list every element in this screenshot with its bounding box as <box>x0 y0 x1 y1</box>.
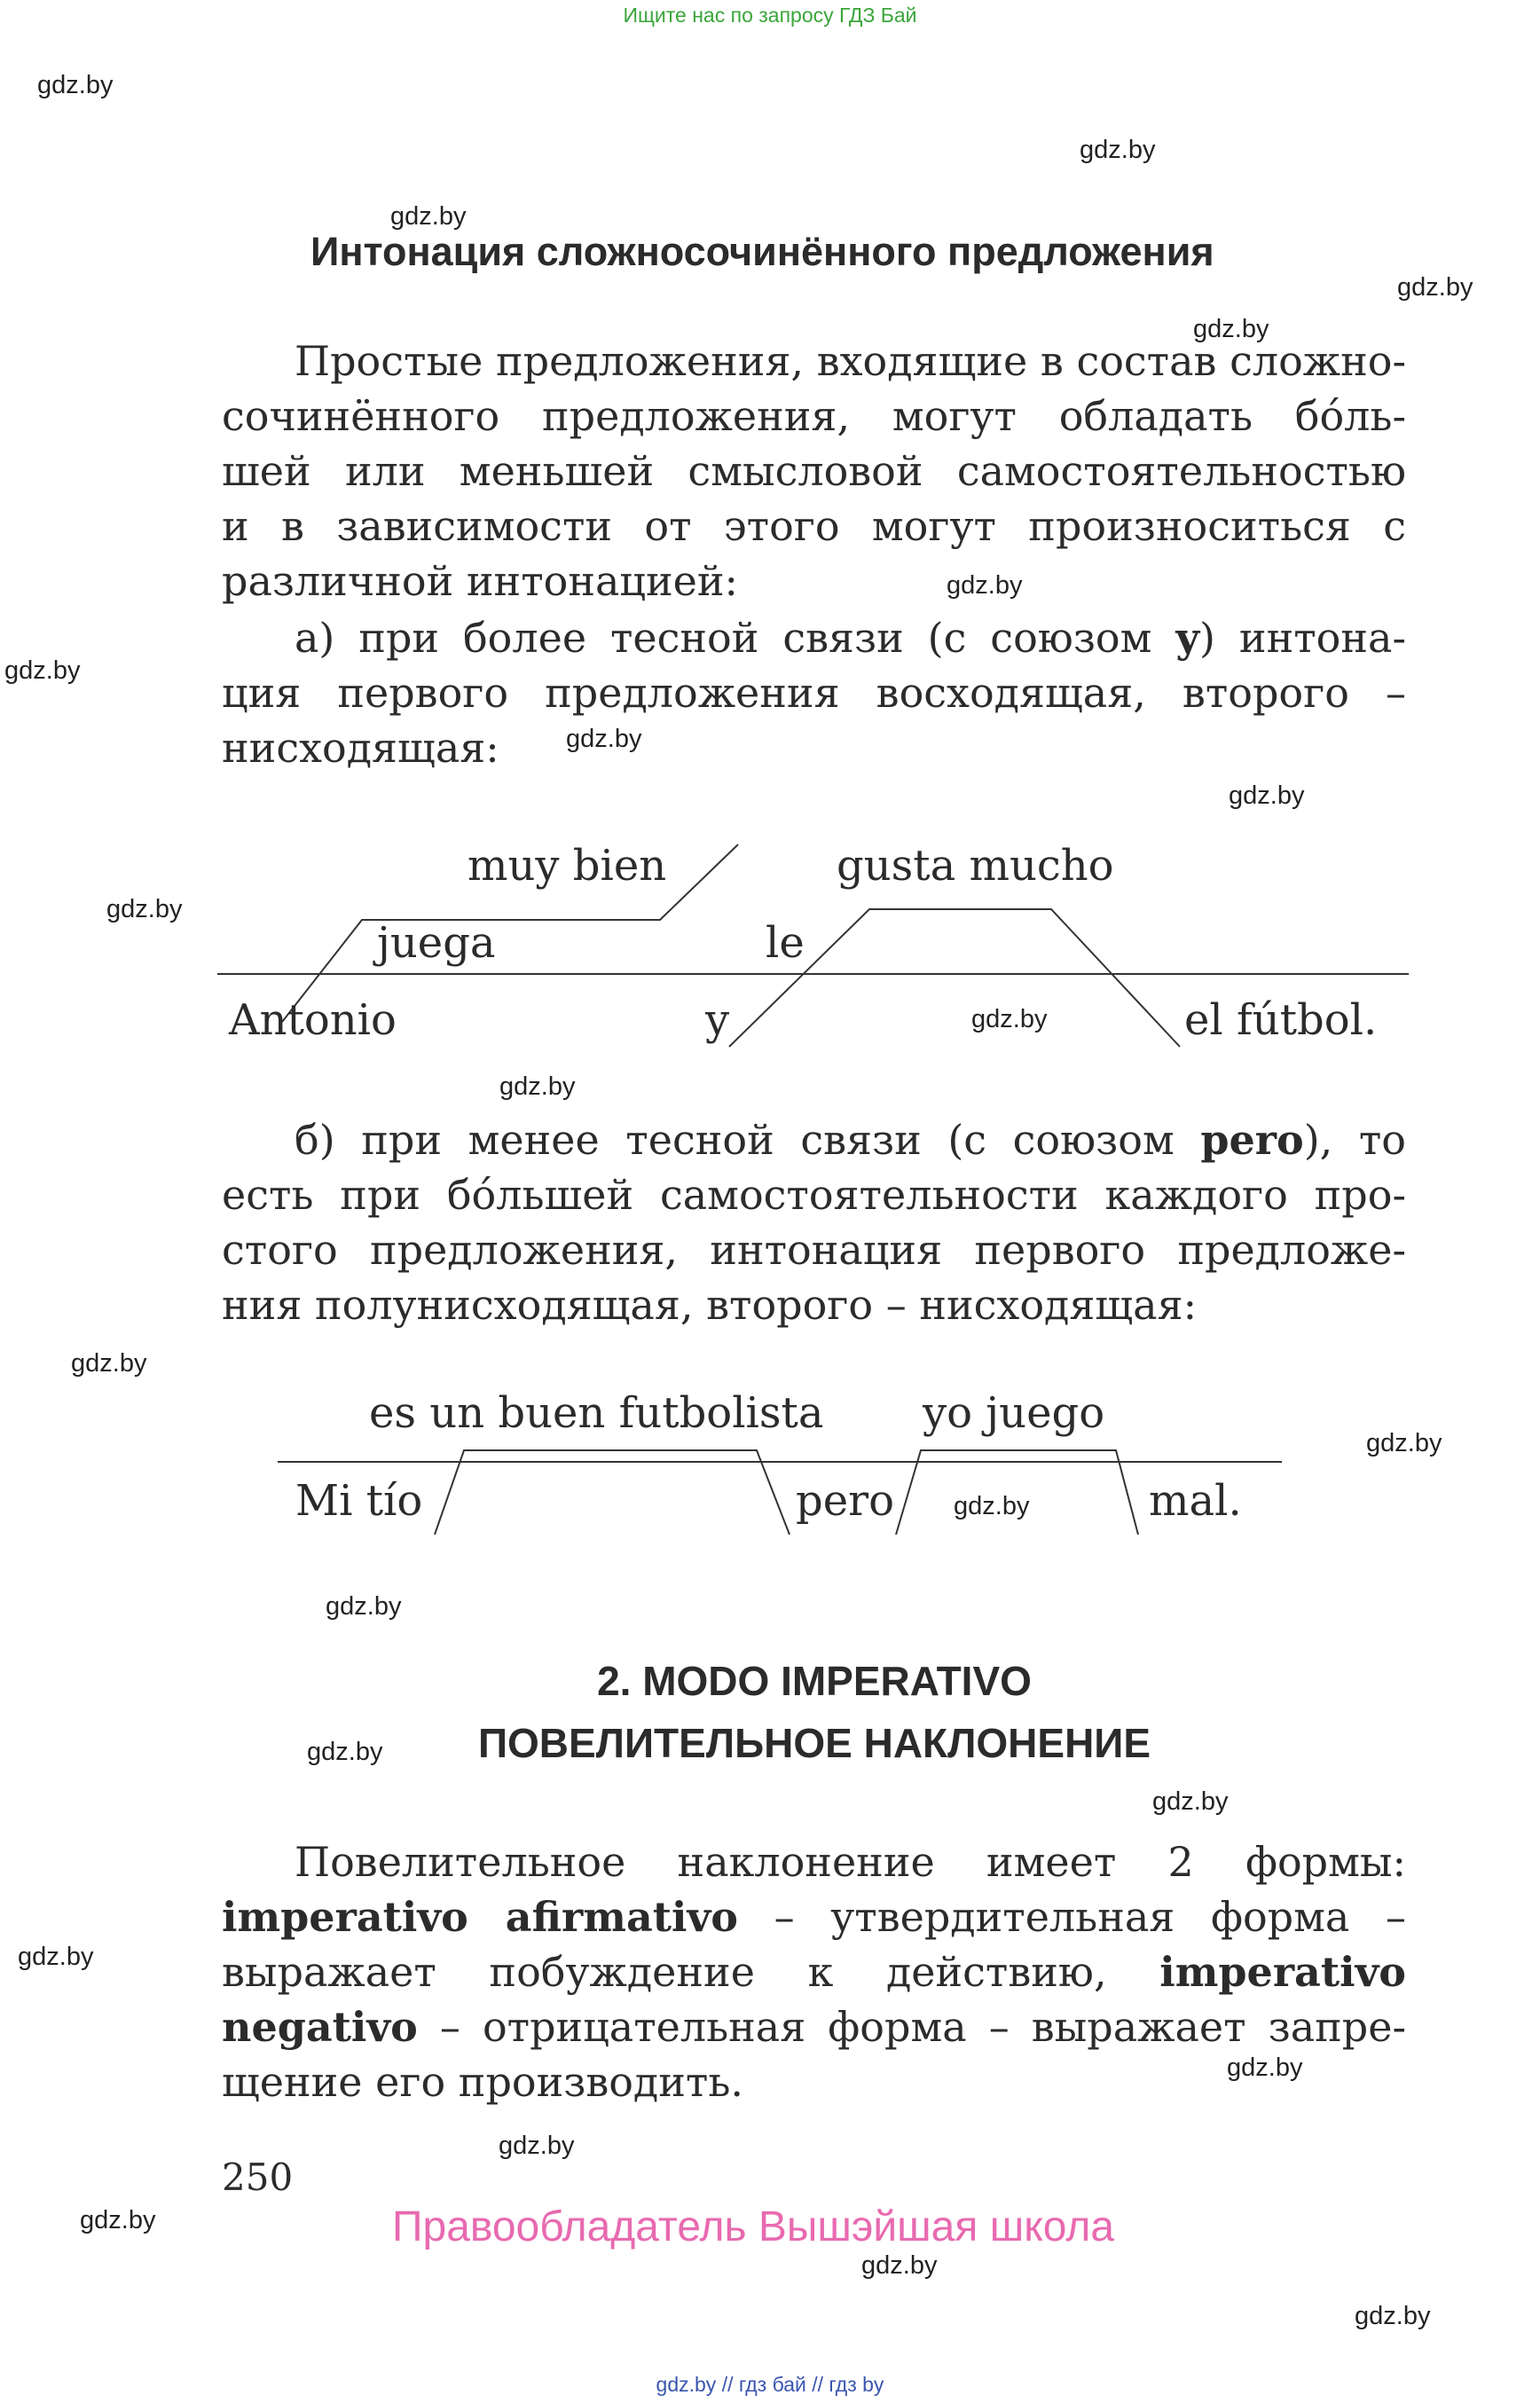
watermark: gdz.by <box>947 571 1023 600</box>
paragraph-line: а) при более тесной связи (с союзом y) интона- <box>295 614 1407 662</box>
paragraph-line: и в зависимости от этого могут произноситься с <box>222 502 1406 550</box>
watermark: gdz.by <box>307 1738 383 1766</box>
section-heading: 2. MODO IMPERATIVO <box>597 1658 1032 1704</box>
diagram-word: Antonio <box>229 995 397 1045</box>
watermark: gdz.by <box>71 1349 147 1378</box>
paragraph-line: imperativo afirmativo – утвердительная форма – <box>222 1893 1406 1941</box>
diagram-word: pero <box>796 1476 894 1526</box>
paragraph-line: Повелительное наклонение имеет 2 формы: <box>295 1838 1406 1886</box>
watermark: gdz.by <box>499 1072 576 1101</box>
paragraph-line: выражает побуждение к действию, imperativo <box>222 1948 1406 1996</box>
watermark: gdz.by <box>18 1943 94 1971</box>
diagram-word: le <box>766 918 805 968</box>
diagram-word: muy bien <box>468 841 667 891</box>
section-heading: ПОВЕЛИТЕЛЬНОЕ НАКЛОНЕНИЕ <box>477 1720 1151 1766</box>
watermark: gdz.by <box>499 2132 575 2160</box>
section-heading: Интонация сложносочинённого предложения <box>310 229 1214 274</box>
watermark: gdz.by <box>1152 1787 1229 1816</box>
diagram-word: gusta mucho <box>837 841 1114 891</box>
watermark: gdz.by <box>390 202 467 231</box>
bottom-banner: gdz.by // гдз бай // гдз by <box>656 2373 884 2396</box>
watermark: gdz.by <box>1193 315 1269 343</box>
watermark: gdz.by <box>37 71 114 99</box>
paragraph-line: ния полунисходящая, второго – нисходящая: <box>222 1281 1198 1329</box>
diagram-word: es un buen futbolista <box>369 1388 824 1438</box>
watermark: gdz.by <box>80 2206 156 2234</box>
watermark: gdz.by <box>1080 136 1156 164</box>
diagram-word: juega <box>377 918 496 968</box>
paragraph-line: сочинённого предложения, могут обладать бо́ль- <box>222 392 1406 440</box>
top-banner: Ищите нас по запросу ГДЗ Бай <box>623 4 917 27</box>
watermark: gdz.by <box>1227 2054 1303 2082</box>
watermark: gdz.by <box>1355 2302 1431 2330</box>
watermark: gdz.by <box>4 656 81 685</box>
watermark: gdz.by <box>106 895 183 923</box>
diagram-word: y <box>705 995 730 1045</box>
paragraph-line: шей или меньшей смысловой самостоятельностью <box>222 447 1406 495</box>
watermark: gdz.by <box>566 725 642 753</box>
watermark: gdz.by <box>954 1492 1030 1520</box>
paragraph-line: negativo – отрицательная форма – выражает запре- <box>222 2003 1406 2051</box>
diagram-word: Mi tío <box>295 1476 423 1526</box>
watermark: gdz.by <box>1366 1429 1442 1457</box>
paragraph-line: щение его производить. <box>222 2058 744 2106</box>
paragraph-line: нисходящая: <box>222 724 499 772</box>
paragraph-line: ция первого предложения восходящая, второго – <box>222 669 1406 717</box>
watermark: gdz.by <box>326 1592 402 1621</box>
page-number: 250 <box>222 2156 294 2199</box>
copyright-notice: Правообладатель Вышэйшая школа <box>392 2203 1115 2250</box>
diagram-word: yo juego <box>923 1388 1105 1438</box>
watermark: gdz.by <box>861 2251 938 2280</box>
paragraph-line: есть при бо́льшей самостоятельности каждого про- <box>222 1171 1406 1219</box>
paragraph-line: различной интонацией: <box>222 557 739 605</box>
diagram-word: mal. <box>1149 1476 1242 1526</box>
watermark: gdz.by <box>1397 273 1473 302</box>
paragraph-line: б) при менее тесной связи (с союзом pero), то <box>295 1116 1406 1164</box>
watermark: gdz.by <box>971 1005 1048 1033</box>
paragraph-line: Простые предложения, входящие в состав сложно- <box>295 337 1406 385</box>
diagram-word: el fútbol. <box>1184 995 1378 1045</box>
watermark: gdz.by <box>1229 781 1305 810</box>
paragraph-line: стого предложения, интонация первого предложе- <box>222 1226 1406 1274</box>
